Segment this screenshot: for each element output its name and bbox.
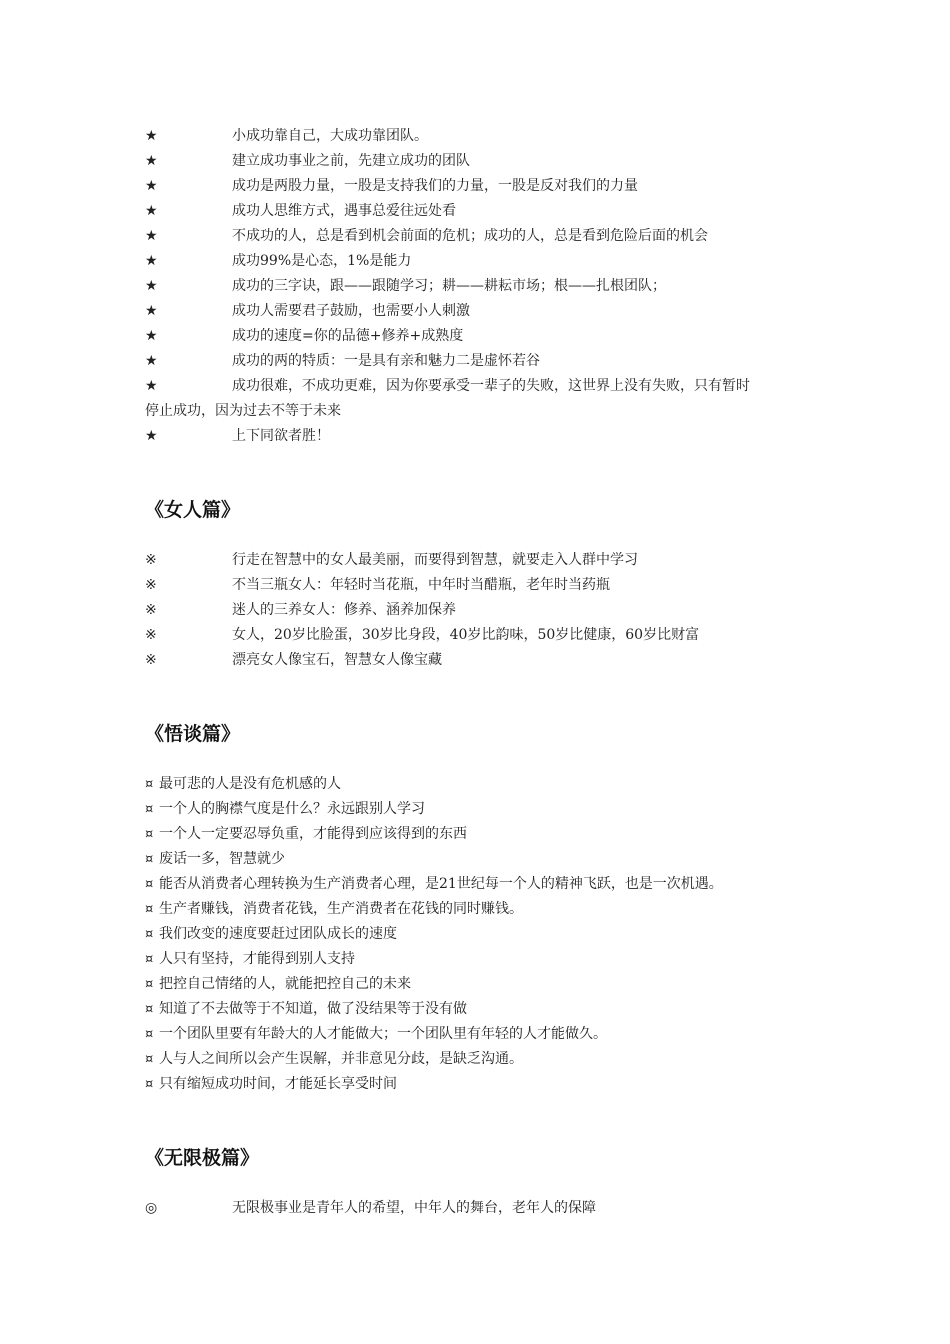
wutan-item: ¤ 我们改变的速度要赶过团队成长的速度 xyxy=(145,924,397,945)
women-item: ※ 迷人的三养女人：修养、涵养加保养 xyxy=(145,602,456,618)
section-title-wutan: 《悟谈篇》 xyxy=(145,723,241,745)
star-icon: ★ xyxy=(145,353,158,369)
success-item: ★ 建立成功事业之前，先建立成功的团队 xyxy=(145,153,470,169)
success-item: ★ 成功人思维方式，遇事总爱往远处看 xyxy=(145,203,456,219)
wutan-item: ¤ 最可悲的人是没有危机感的人 xyxy=(145,774,341,795)
currency-sign-icon: ¤ xyxy=(145,1002,154,1017)
currency-sign-icon: ¤ xyxy=(145,802,154,817)
reference-mark-icon: ※ xyxy=(145,577,157,593)
success-item: ★ 成功很难，不成功更难，因为你要承受一辈子的失败，这世界上没有失败，只有暂时 xyxy=(145,378,750,394)
success-item: ★ 成功的两的特质：一是具有亲和魅力二是虚怀若谷 xyxy=(145,353,540,369)
star-icon: ★ xyxy=(145,178,158,194)
currency-sign-icon: ¤ xyxy=(145,1027,154,1042)
currency-sign-icon: ¤ xyxy=(145,902,154,917)
currency-sign-icon: ¤ xyxy=(145,952,154,967)
wutan-item: ¤ 知道了不去做等于不知道，做了没结果等于没有做 xyxy=(145,999,467,1020)
wutan-item: ¤ 人与人之间所以会产生误解，并非意见分歧，是缺乏沟通。 xyxy=(145,1049,523,1070)
reference-mark-icon: ※ xyxy=(145,627,157,643)
star-icon: ★ xyxy=(145,428,158,444)
star-icon: ★ xyxy=(145,128,158,144)
wuxian-item: ◎ 无限极事业是青年人的希望，中年人的舞台，老年人的保障 xyxy=(145,1200,596,1216)
wutan-item: ¤ 一个人一定要忍辱负重，才能得到应该得到的东西 xyxy=(145,824,467,845)
wutan-item: ¤ 生产者赚钱，消费者花钱，生产消费者在花钱的同时赚钱。 xyxy=(145,899,523,920)
currency-sign-icon: ¤ xyxy=(145,977,154,992)
reference-mark-icon: ※ xyxy=(145,602,157,618)
currency-sign-icon: ¤ xyxy=(145,1052,154,1067)
success-item: ★ 成功的三字诀，跟——跟随学习；耕——耕耘市场；根——扎根团队； xyxy=(145,278,666,294)
success-item-continuation: 停止成功，因为过去不等于未来 xyxy=(145,403,341,419)
wutan-item: ¤ 把控自己情绪的人，就能把控自己的未来 xyxy=(145,974,411,995)
star-icon: ★ xyxy=(145,303,158,319)
currency-sign-icon: ¤ xyxy=(145,877,154,892)
reference-mark-icon: ※ xyxy=(145,652,157,668)
currency-sign-icon: ¤ xyxy=(145,927,154,942)
star-icon: ★ xyxy=(145,228,158,244)
star-icon: ★ xyxy=(145,153,158,169)
reference-mark-icon: ※ xyxy=(145,552,157,568)
star-icon: ★ xyxy=(145,253,158,269)
star-icon: ★ xyxy=(145,378,158,394)
success-item: ★ 成功是两股力量，一股是支持我们的力量，一股是反对我们的力量 xyxy=(145,178,638,194)
women-item: ※ 女人，20岁比脸蛋，30岁比身段，40岁比韵味，50岁比健康，60岁比财富 xyxy=(145,627,700,643)
success-item: ★ 成功的速度=你的品德+修养+成熟度 xyxy=(145,328,464,344)
currency-sign-icon: ¤ xyxy=(145,1077,154,1092)
currency-sign-icon: ¤ xyxy=(145,827,154,842)
star-icon: ★ xyxy=(145,328,158,344)
currency-sign-icon: ¤ xyxy=(145,852,154,867)
wutan-item: ¤ 只有缩短成功时间，才能延长享受时间 xyxy=(145,1074,397,1095)
star-icon: ★ xyxy=(145,203,158,219)
women-item: ※ 不当三瓶女人：年轻时当花瓶，中年时当醋瓶，老年时当药瓶 xyxy=(145,577,610,593)
wutan-item: ¤ 人只有坚持，才能得到别人支持 xyxy=(145,949,355,970)
success-item: ★ 上下同欲者胜！ xyxy=(145,428,330,444)
wutan-item: ¤ 能否从消费者心理转换为生产消费者心理，是21世纪每一个人的精神飞跃，也是一次机遇。 xyxy=(145,874,723,895)
star-icon: ★ xyxy=(145,278,158,294)
success-item: ★ 成功人需要君子鼓励，也需要小人刺激 xyxy=(145,303,470,319)
section-title-women: 《女人篇》 xyxy=(145,499,241,521)
wutan-item: ¤ 废话一多，智慧就少 xyxy=(145,849,285,870)
success-item: ★ 不成功的人，总是看到机会前面的危机；成功的人，总是看到危险后面的机会 xyxy=(145,228,708,244)
success-item: ★ 小成功靠自己，大成功靠团队。 xyxy=(145,128,428,144)
currency-sign-icon: ¤ xyxy=(145,777,154,792)
section-title-wuxian: 《无限极篇》 xyxy=(145,1147,260,1169)
wutan-item: ¤ 一个人的胸襟气度是什么？永远跟别人学习 xyxy=(145,799,425,820)
success-item: ★ 成功99%是心态，1%是能力 xyxy=(145,253,412,269)
wutan-item: ¤ 一个团队里要有年龄大的人才能做大；一个团队里有年轻的人才能做久。 xyxy=(145,1024,607,1045)
women-item: ※ 行走在智慧中的女人最美丽，而要得到智慧，就要走入人群中学习 xyxy=(145,552,638,568)
women-item: ※ 漂亮女人像宝石，智慧女人像宝藏 xyxy=(145,652,442,668)
bullseye-icon: ◎ xyxy=(145,1200,158,1216)
